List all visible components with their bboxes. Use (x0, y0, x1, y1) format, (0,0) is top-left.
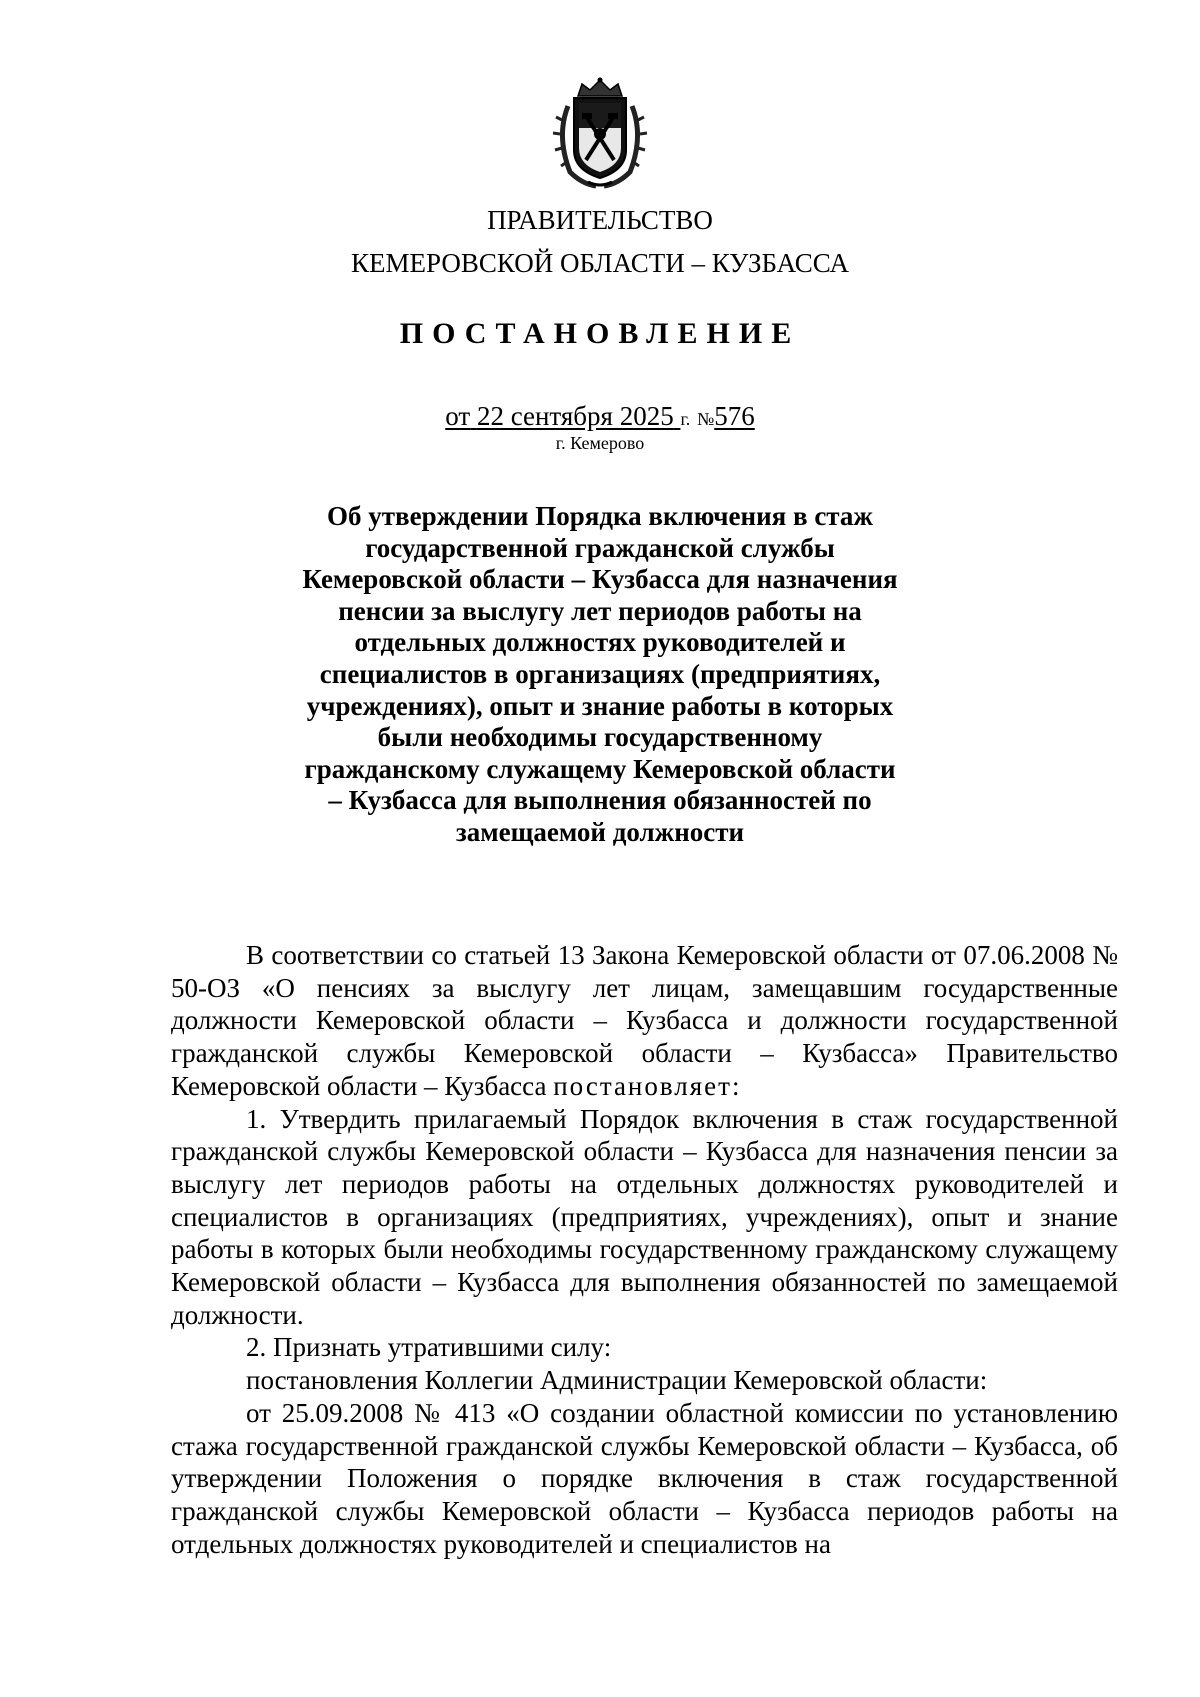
government-name-line2: КЕМЕРОВСКОЙ ОБЛАСТИ – КУЗБАССА (351, 248, 849, 278)
coat-of-arms-emblem (548, 76, 652, 190)
document-body (171, 939, 1118, 1560)
from-label: от (445, 401, 471, 431)
item-2-paragraph: 2. Признать утратившими силу: (246, 1332, 612, 1363)
preamble-verb: постановляет: (553, 1070, 742, 1101)
government-name-line1: ПРАВИТЕЛЬСТВО (487, 205, 713, 235)
item-2-point-1: от 25.09.2008 № 413 «О создании областной комиссии по установлению стажа государственной гражданской службы Кемеровской области – Кузбасса, об утверждении Положения о порядке включения в стаж государственной гражданской службы Кемеровской области – Кузбасса периодов работы на отдельных должностях руководителей и специалистов на (171, 1397, 1118, 1559)
document-date: 22 сентября 2025 (476, 401, 674, 431)
preamble-paragraph (171, 939, 1118, 1103)
year-suffix: г. (680, 409, 691, 429)
item-2-subheading: постановления Коллегии Администрации Кемеровской области: (246, 1365, 988, 1396)
preamble-text: В соответствии со статьей 13 Закона Кемеровской области от 07.06.2008 № 50-ОЗ «О пенсиях за выслугу лет лицам, замещавшим государственные должности Кемеровской области – Кузбасса и должности государственной гражданской службы Кемеровской области – Кузбасса» Правительство Кемеровской области – Кузбасса (171, 940, 1118, 1101)
document-type-heading: ПОСТАНОВЛЕНИЕ (399, 317, 801, 350)
date-number-line (0, 400, 1200, 435)
document-number: 576 (714, 401, 755, 431)
document-city: г. Кемерово (555, 433, 645, 453)
item-1-paragraph: 1. Утвердить прилагаемый Порядок включения в стаж государственной гражданской службы Кемеровской области – Кузбасса для назначения пенсии за выслугу лет периодов работы на отдельных должностях руководителей и специалистов в организациях (предприятиях, учреждениях), опыт и знание работы в которых были необходимы государственному гражданскому служащему Кемеровской области – Кузбасса для выполнения обязанностей по замещаемой должности. (171, 1103, 1118, 1330)
number-sign: № (697, 409, 715, 429)
document-title: Об утверждении Порядка включения в стаж государственной гражданской службы Кемеровской области – Кузбасса для назначения пенсии за выслугу лет периодов работы на отдельных должностях руководителей и специалистов в организациях (предприятиях, учреждениях), опыт и знание работы в которых были необходимы государственному гражданскому служащему Кемеровской области – Кузбасса для выполнения обязанностей по замещаемой должности (302, 501, 898, 847)
